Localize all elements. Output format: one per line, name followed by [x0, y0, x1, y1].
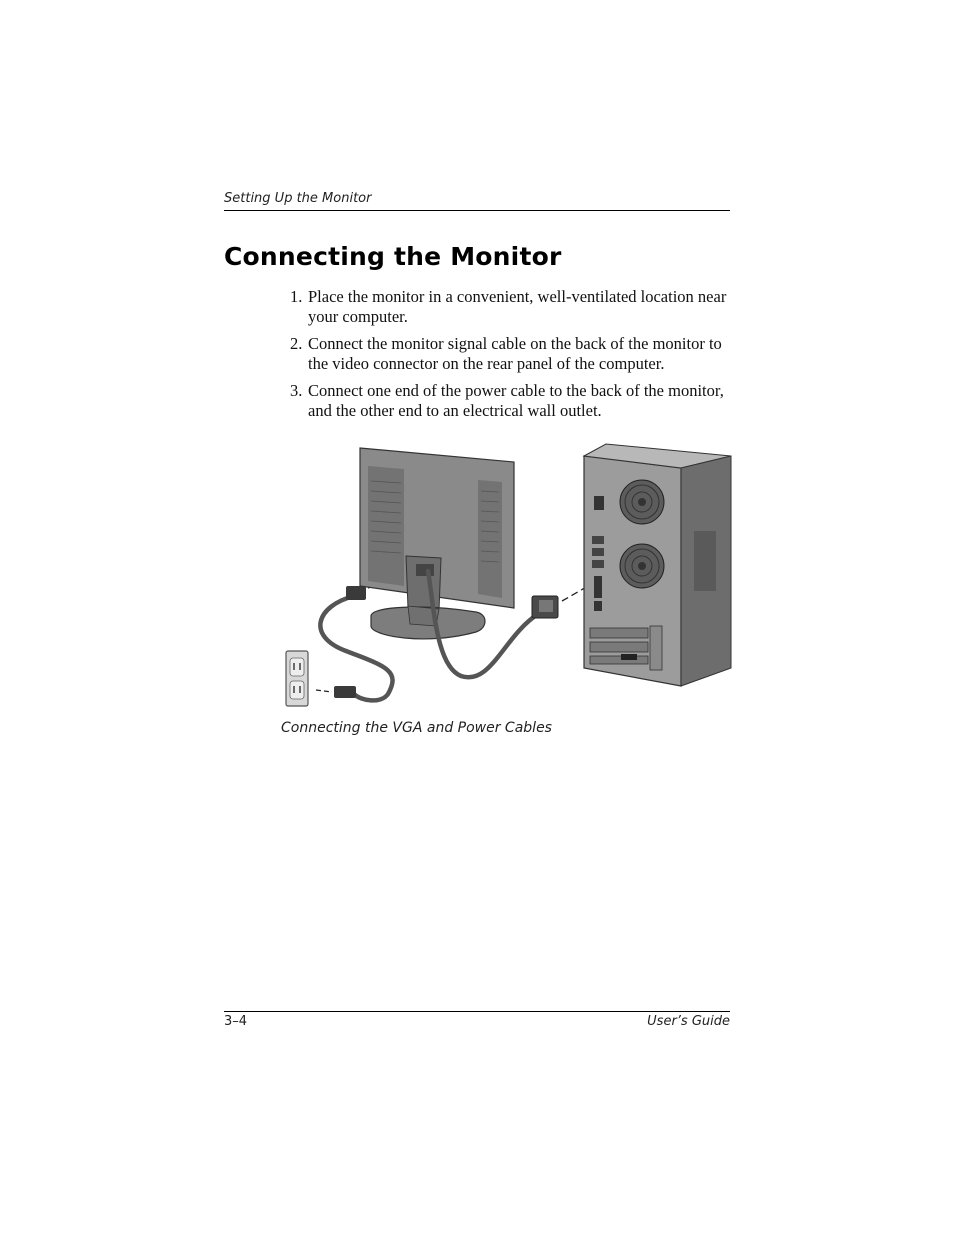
wall-outlet-icon [286, 651, 308, 706]
running-head: Setting Up the Monitor [224, 191, 730, 211]
monitor-back-icon [360, 448, 514, 639]
monitor-connection-illustration [276, 436, 732, 718]
list-item [290, 287, 730, 326]
step-number: 3. [290, 381, 303, 400]
footer-divider [224, 1011, 730, 1012]
list-item [290, 334, 730, 373]
step-number: 1. [290, 287, 303, 306]
list-item [290, 381, 730, 420]
steps-list [290, 287, 730, 428]
figure-caption: Connecting the VGA and Power Cables [281, 720, 552, 736]
page-title: Connecting the Monitor [224, 242, 562, 271]
guide-name: User’s Guide [647, 1014, 730, 1029]
step-number: 2. [290, 334, 303, 353]
step-text: Connect the monitor signal cable on the back of the monitor to the video connector on the rear panel of the computer. [308, 334, 722, 373]
step-text: Connect one end of the power cable to the back of the monitor, and the other end to an electrical wall outlet. [308, 381, 724, 420]
computer-tower-icon [584, 444, 731, 686]
page-number: 3–4 [224, 1014, 248, 1029]
step-text: Place the monitor in a convenient, well-ventilated location near your computer. [308, 287, 727, 326]
